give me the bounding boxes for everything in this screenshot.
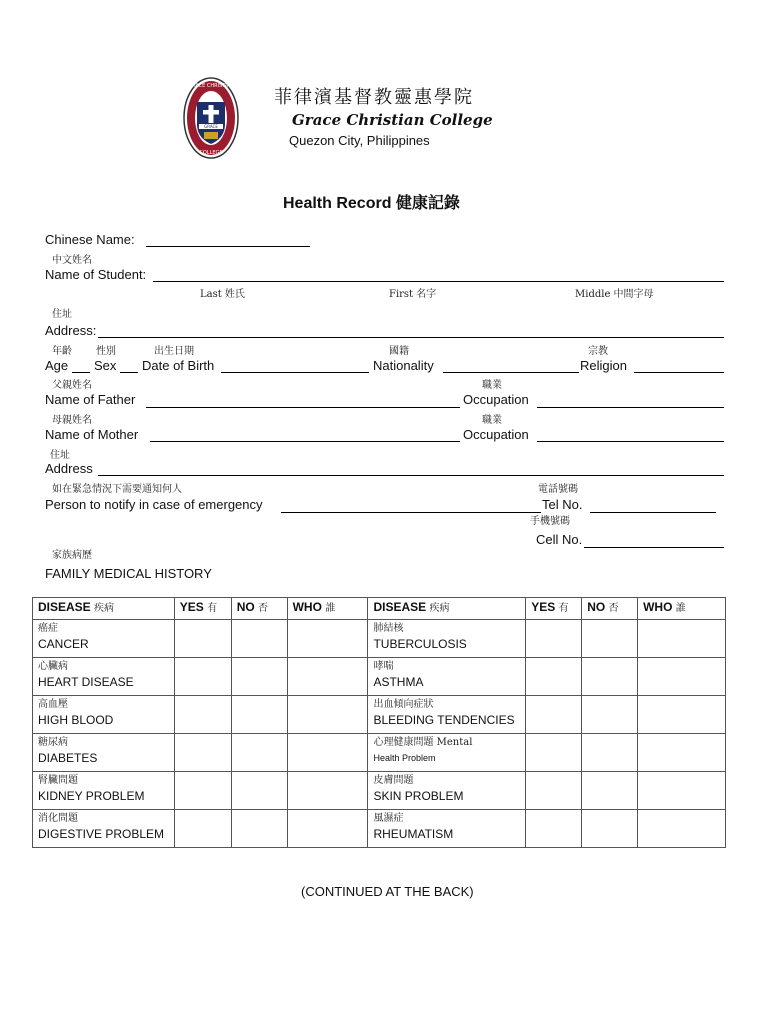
disease-cell: 糖尿病 DIABETES	[33, 734, 175, 772]
yes-cell[interactable]	[526, 696, 582, 734]
no-cell[interactable]	[231, 734, 287, 772]
disease-cell: 癌症 CANCER	[33, 620, 175, 658]
page-title	[283, 190, 460, 213]
family-history-heading: FAMILY MEDICAL HISTORY	[45, 566, 212, 581]
yes-cell[interactable]	[526, 772, 582, 810]
yes-cell[interactable]	[526, 658, 582, 696]
dob-blank[interactable]	[221, 372, 369, 373]
chinese-name-blank[interactable]	[146, 246, 310, 247]
age-label: Age	[45, 358, 69, 373]
table-row	[33, 734, 726, 772]
svg-text:COLLEGE: COLLEGE	[199, 150, 223, 156]
column-header-who: WHO 誰	[638, 598, 726, 620]
disease-cell: 哮喘 ASTHMA	[368, 658, 526, 696]
no-cell[interactable]	[231, 696, 287, 734]
age-blank[interactable]	[72, 372, 90, 373]
column-header-no: NO 否	[582, 598, 638, 620]
yes-cell[interactable]	[174, 620, 231, 658]
religion-label: Religion	[580, 358, 627, 373]
religion-blank[interactable]	[634, 372, 724, 373]
yes-cell[interactable]	[174, 772, 231, 810]
table-row	[33, 658, 726, 696]
tel-label-zh: 電話號碼	[538, 484, 578, 495]
yes-cell[interactable]	[174, 810, 231, 848]
column-header-disease: DISEASE 疾病	[368, 598, 526, 620]
no-cell[interactable]	[582, 696, 638, 734]
school-name-english: Grace Christian College	[292, 111, 493, 129]
who-cell[interactable]	[287, 772, 368, 810]
first-name-caption: First 名字	[389, 289, 437, 300]
nationality-blank[interactable]	[443, 372, 579, 373]
parent-address-label: Address	[45, 461, 93, 476]
column-header-no: NO 否	[231, 598, 287, 620]
sex-label-zh: 性別	[96, 346, 116, 357]
disease-cell: 高血壓 HIGH BLOOD	[33, 696, 175, 734]
cell-blank[interactable]	[584, 547, 724, 548]
nationality-label-zh: 國籍	[389, 346, 409, 357]
svg-text:GRACE: GRACE	[204, 124, 218, 129]
table-row	[33, 810, 726, 848]
disease-cell: 皮膚問題 SKIN PROBLEM	[368, 772, 526, 810]
who-cell[interactable]	[638, 658, 726, 696]
mother-occupation-label: Occupation	[463, 427, 529, 442]
mother-name-label: Name of Mother	[45, 427, 139, 442]
middle-name-caption: Middle 中間字母	[575, 289, 654, 300]
student-name-blank[interactable]	[153, 281, 724, 282]
disease-cell: 出血傾向症狀 BLEEDING TENDENCIES	[368, 696, 526, 734]
no-cell[interactable]	[582, 810, 638, 848]
disease-cell: 消化問題 DIGESTIVE PROBLEM	[33, 810, 175, 848]
student-name-label: Name of Student:	[45, 267, 147, 282]
mother-occupation-blank[interactable]	[537, 441, 724, 442]
emergency-contact-label: Person to notify in case of emergency	[45, 497, 263, 512]
who-cell[interactable]	[287, 696, 368, 734]
student-name-label-zh: 中文姓名	[52, 255, 92, 266]
age-label-zh: 年齡	[52, 346, 72, 357]
who-cell[interactable]	[638, 620, 726, 658]
address-blank[interactable]	[98, 337, 724, 338]
parent-address-label-zh: 住址	[50, 450, 70, 461]
who-cell[interactable]	[287, 810, 368, 848]
address-label: Address:	[45, 323, 97, 338]
cell-label-zh: 手機號碼	[530, 516, 570, 527]
school-seal-logo	[182, 76, 240, 160]
no-cell[interactable]	[231, 772, 287, 810]
who-cell[interactable]	[638, 772, 726, 810]
who-cell[interactable]	[638, 734, 726, 772]
no-cell[interactable]	[231, 620, 287, 658]
who-cell[interactable]	[638, 810, 726, 848]
table-row	[33, 620, 726, 658]
who-cell[interactable]	[287, 658, 368, 696]
family-history-label-zh: 家族病歷	[52, 550, 92, 561]
dob-label: Date of Birth	[142, 358, 215, 373]
mother-name-label-zh: 母親姓名	[52, 415, 92, 426]
father-name-blank[interactable]	[146, 407, 460, 408]
cell-label: Cell No.	[536, 532, 583, 547]
table-header-row	[33, 598, 726, 620]
parent-address-blank[interactable]	[98, 475, 724, 476]
last-name-caption: Last 姓氏	[200, 289, 245, 300]
emergency-contact-blank[interactable]	[281, 512, 541, 513]
sex-label: Sex	[94, 358, 117, 373]
no-cell[interactable]	[231, 658, 287, 696]
who-cell[interactable]	[287, 620, 368, 658]
title-chinese: 健康記錄	[395, 193, 460, 212]
school-name-chinese: 菲律濱基督教靈惠學院	[274, 87, 474, 108]
yes-cell[interactable]	[526, 620, 582, 658]
no-cell[interactable]	[582, 620, 638, 658]
emergency-contact-label-zh: 如在緊急情況下需要通知何人	[52, 484, 182, 495]
father-occupation-label: Occupation	[463, 392, 529, 407]
mother-name-blank[interactable]	[150, 441, 460, 442]
dob-label-zh: 出生日期	[154, 346, 194, 357]
no-cell[interactable]	[582, 772, 638, 810]
father-occupation-label-zh: 職業	[482, 380, 502, 391]
column-header-who: WHO 誰	[287, 598, 368, 620]
religion-label-zh: 宗教	[588, 346, 608, 357]
tel-label: Tel No.	[542, 497, 583, 512]
no-cell[interactable]	[582, 658, 638, 696]
disease-cell: 腎臟問題 KIDNEY PROBLEM	[33, 772, 175, 810]
table-row	[33, 696, 726, 734]
yes-cell[interactable]	[174, 696, 231, 734]
nationality-label: Nationality	[373, 358, 434, 373]
sex-blank[interactable]	[120, 372, 138, 373]
father-name-label: Name of Father	[45, 392, 136, 407]
table-row	[33, 772, 726, 810]
disease-cell: 心臟病 HEART DISEASE	[33, 658, 175, 696]
disease-cell: 風濕症 RHEUMATISM	[368, 810, 526, 848]
no-cell[interactable]	[582, 734, 638, 772]
yes-cell[interactable]	[174, 734, 231, 772]
column-header-yes: YES 有	[174, 598, 231, 620]
yes-cell[interactable]	[526, 810, 582, 848]
mother-occupation-label-zh: 職業	[482, 415, 502, 426]
continued-notice: (CONTINUED AT THE BACK)	[301, 884, 474, 899]
tel-blank[interactable]	[590, 512, 716, 513]
school-location: Quezon City, Philippines	[289, 133, 430, 148]
svg-text:GRACE CHRISTIAN: GRACE CHRISTIAN	[188, 83, 234, 89]
no-cell[interactable]	[231, 810, 287, 848]
disease-cell: 肺結核 TUBERCULOSIS	[368, 620, 526, 658]
chinese-name-label: Chinese Name:	[45, 232, 135, 247]
yes-cell[interactable]	[174, 658, 231, 696]
who-cell[interactable]	[287, 734, 368, 772]
disease-cell: 心理健康問題 Mental Health Problem	[368, 734, 526, 772]
column-header-disease: DISEASE 疾病	[33, 598, 175, 620]
father-occupation-blank[interactable]	[537, 407, 724, 408]
family-medical-history-table	[32, 597, 726, 848]
yes-cell[interactable]	[526, 734, 582, 772]
title-english: Health Record	[283, 195, 392, 212]
address-label-zh: 住址	[52, 309, 72, 320]
column-header-yes: YES 有	[526, 598, 582, 620]
who-cell[interactable]	[638, 696, 726, 734]
father-name-label-zh: 父親姓名	[52, 380, 92, 391]
